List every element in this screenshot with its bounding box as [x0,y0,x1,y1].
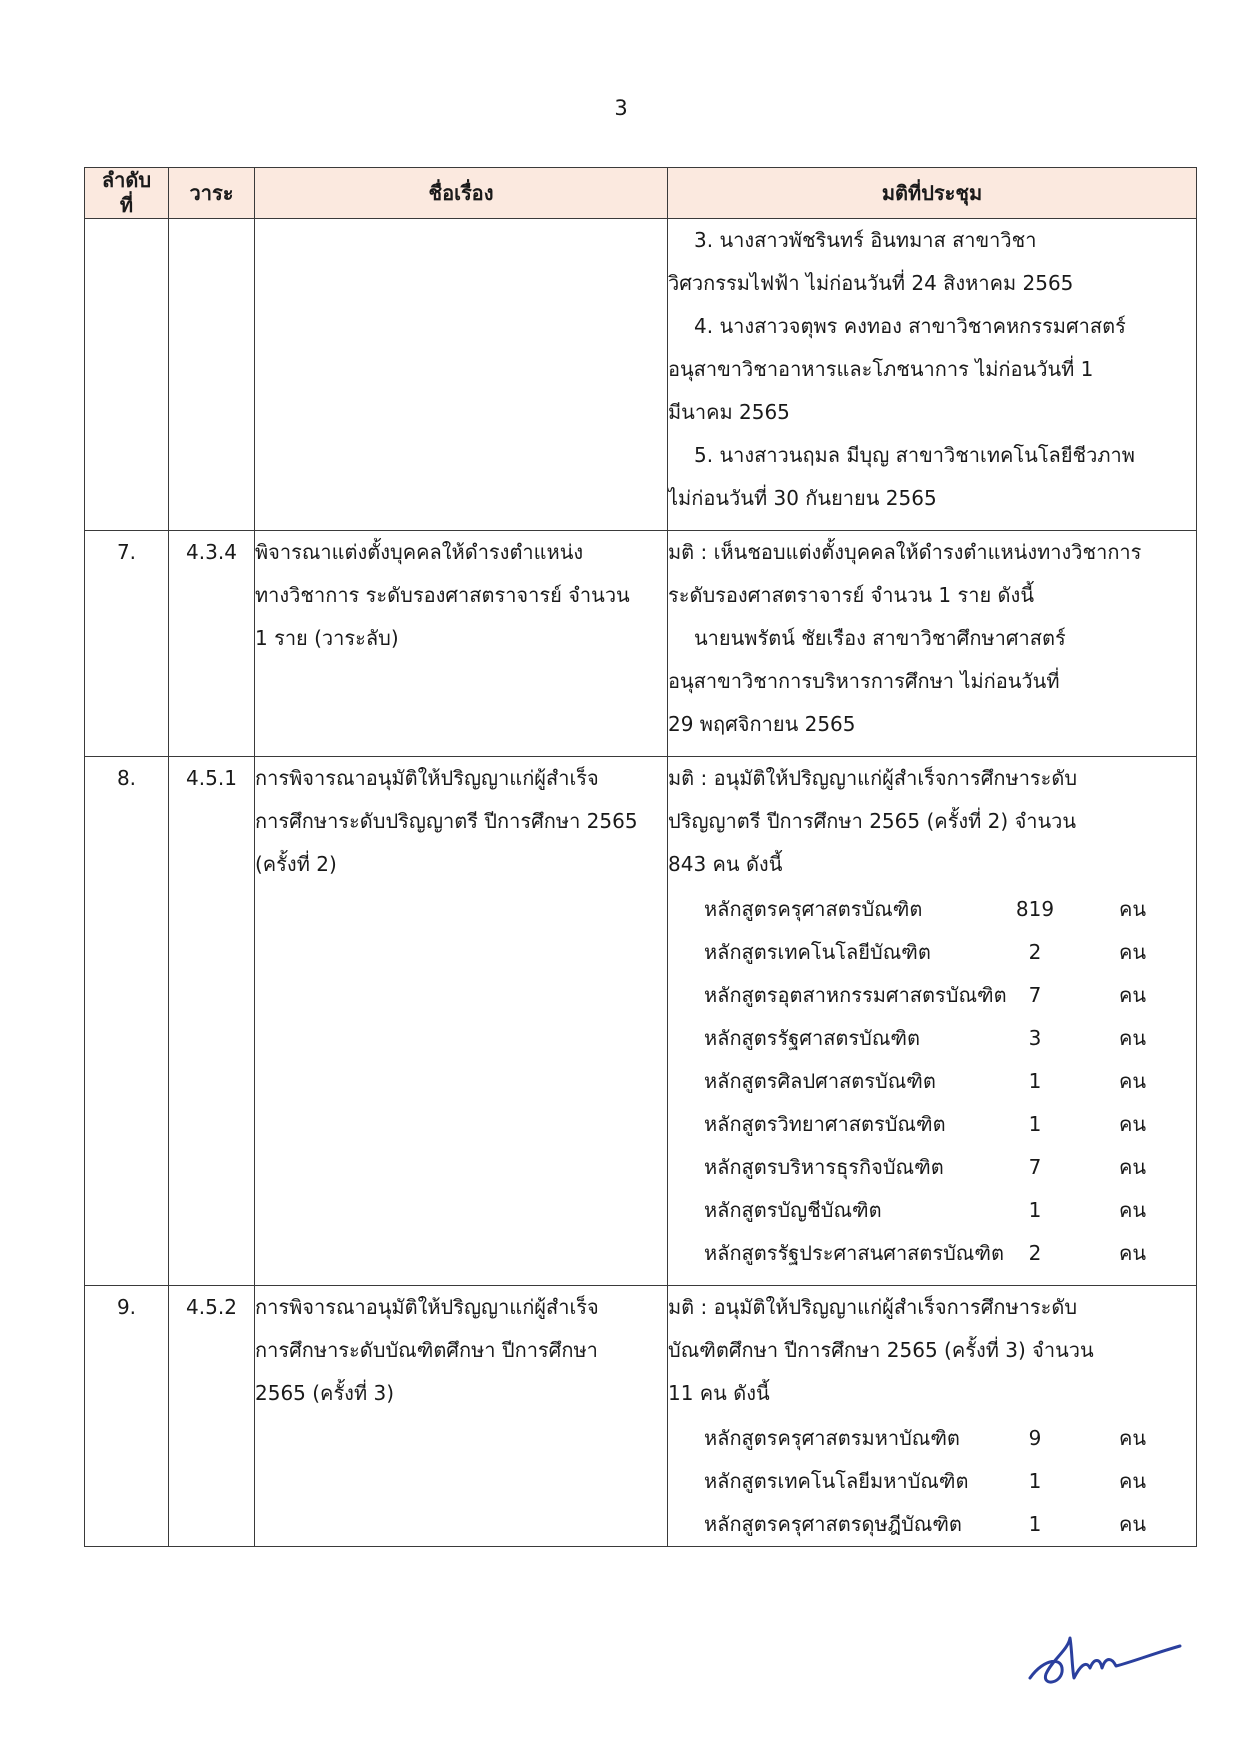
program-name: หลักสูตรวิทยาศาสตรบัณฑิต [704,1112,946,1136]
row-agenda: 4.5.1 [186,766,237,790]
cell-subject [255,531,668,757]
program-name: หลักสูตรอุตสาหกรรมศาสตรบัณฑิต [704,983,1007,1007]
cell-subject [255,219,668,531]
cell-no [85,531,169,757]
resolution-line: อนุสาขาวิชาการบริหารการศึกษา ไม่ก่อนวันที่ [668,669,1060,693]
program-count: 1 [1028,1069,1042,1093]
resolution-line: ปริญญาตรี ปีการศึกษา 2565 (ครั้งที่ 2) จำนวน [668,809,1077,833]
header-agenda: วาระ [169,168,255,219]
program-unit: คน [1118,1112,1146,1136]
resolution-line: 29 พฤศจิกายน 2565 [668,712,856,736]
resolution-line: นายนพรัตน์ ชัยเรือง สาขาวิชาศึกษาศาสตร์ [694,626,1066,650]
row-number: 8. [116,766,137,790]
program-list [668,888,1196,1275]
subject-line: การพิจารณาอนุมัติให้ปริญญาแก่ผู้สำเร็จ [255,766,599,790]
subject-line: การพิจารณาอนุมัติให้ปริญญาแก่ผู้สำเร็จ [255,1295,599,1319]
program-name: หลักสูตรศิลปศาสตรบัณฑิต [704,1069,936,1093]
table-row [85,1286,1197,1547]
cell-agenda [169,757,255,1286]
subject-line: พิจารณาแต่งตั้งบุคคลให้ดำรงตำแหน่ง [255,540,584,564]
program-count: 2 [1028,1241,1042,1265]
program-row [668,1417,1196,1460]
program-unit: คน [1118,1241,1146,1265]
program-row [668,1103,1196,1146]
row-agenda: 4.3.4 [186,540,237,564]
resolution-line: 11 คน ดังนี้ [668,1381,770,1405]
cell-subject [255,1286,668,1547]
resolution-line: มติ : เห็นชอบแต่งตั้งบุคคลให้ดำรงตำแหน่งทางวิชาการ [668,540,1142,564]
cell-no [85,1286,169,1547]
program-unit: คน [1118,897,1146,921]
resolution-line: 4. นางสาวจตุพร คงทอง สาขาวิชาคหกรรมศาสตร์ [694,314,1126,338]
cell-agenda [169,1286,255,1547]
cell-resolution [668,1286,1197,1547]
program-name: หลักสูตรบริหารธุรกิจบัณฑิต [704,1155,944,1179]
subject-line: ทางวิชาการ ระดับรองศาสตราจารย์ จำนวน [255,583,630,607]
cell-resolution [668,219,1197,531]
resolution-line: ไม่ก่อนวันที่ 30 กันยายน 2565 [668,486,937,510]
program-unit: คน [1118,940,1146,964]
resolution-table [84,167,1197,1547]
program-count: 1 [1028,1469,1042,1493]
program-row [668,1232,1196,1275]
program-name: หลักสูตรเทคโนโลยีมหาบัณฑิต [704,1469,969,1493]
program-unit: คน [1118,983,1146,1007]
resolution-line: ระดับรองศาสตราจารย์ จำนวน 1 ราย ดังนี้ [668,583,1034,607]
program-count: 1 [1028,1512,1042,1536]
cell-resolution [668,757,1197,1286]
resolution-line: มีนาคม 2565 [668,400,790,424]
resolution-line: 3. นางสาวพัชรินทร์ อินทมาส สาขาวิชา [694,228,1037,252]
resolution-line: วิศวกรรมไฟฟ้า ไม่ก่อนวันที่ 24 สิงหาคม 2565 [668,271,1074,295]
program-unit: คน [1118,1026,1146,1050]
program-count: 7 [1028,983,1042,1007]
program-row [668,931,1196,974]
subject-line: (ครั้งที่ 2) [255,852,337,876]
header-subject: ชื่อเรื่อง [255,168,668,219]
header-order [85,168,169,219]
row-number: 7. [116,540,137,564]
program-row [668,1146,1196,1189]
program-unit: คน [1118,1155,1146,1179]
program-count: 2 [1028,940,1042,964]
table-row-continuation [85,219,1197,531]
signature-icon [1024,1628,1184,1698]
program-row [668,888,1196,931]
resolution-line: 5. นางสาวนฤมล มีบุญ สาขาวิชาเทคโนโลยีชีวภาพ [694,443,1135,467]
program-count: 3 [1028,1026,1042,1050]
cell-no [85,757,169,1286]
row-number: 9. [116,1295,137,1319]
resolution-line: มติ : อนุมัติให้ปริญญาแก่ผู้สำเร็จการศึกษาระดับ [668,1295,1078,1319]
cell-no [85,219,169,531]
program-name: หลักสูตรเทคโนโลยีบัณฑิต [704,940,931,964]
table-header-row [85,168,1197,219]
header-order-line1: ลำดับ [101,168,152,192]
cell-agenda [169,219,255,531]
program-row [668,974,1196,1017]
program-unit: คน [1118,1426,1146,1450]
subject-line: 1 ราย (วาระลับ) [255,626,399,650]
table-row [85,757,1197,1286]
header-resolution: มติที่ประชุม [668,168,1197,219]
table-row [85,531,1197,757]
program-row [668,1503,1196,1546]
resolution-line: 843 คน ดังนี้ [668,852,783,876]
program-count: 819 [1015,897,1055,921]
program-count: 1 [1028,1198,1042,1222]
program-count: 9 [1028,1426,1042,1450]
resolution-line: มติ : อนุมัติให้ปริญญาแก่ผู้สำเร็จการศึกษาระดับ [668,766,1078,790]
header-order-line2: ที่ [119,193,134,217]
program-list [668,1417,1196,1546]
subject-line: 2565 (ครั้งที่ 3) [255,1381,395,1405]
program-name: หลักสูตรรัฐศาสตรบัณฑิต [704,1026,920,1050]
page-number: 3 [614,96,628,120]
cell-agenda [169,531,255,757]
program-unit: คน [1118,1069,1146,1093]
program-row [668,1460,1196,1503]
program-name: หลักสูตรรัฐประศาสนศาสตรบัณฑิต [704,1241,1004,1265]
program-row [668,1060,1196,1103]
resolution-line: บัณฑิตศึกษา ปีการศึกษา 2565 (ครั้งที่ 3) จำนวน [668,1338,1094,1362]
program-row [668,1189,1196,1232]
program-name: หลักสูตรครุศาสตรดุษฎีบัณฑิต [704,1512,962,1536]
program-count: 1 [1028,1112,1042,1136]
program-unit: คน [1118,1512,1146,1536]
subject-line: การศึกษาระดับบัณฑิตศึกษา ปีการศึกษา [255,1338,598,1362]
subject-line: การศึกษาระดับปริญญาตรี ปีการศึกษา 2565 [255,809,638,833]
program-name: หลักสูตรครุศาสตรบัณฑิต [704,897,923,921]
program-name: หลักสูตรบัญชีบัณฑิต [704,1198,882,1222]
cell-resolution [668,531,1197,757]
program-unit: คน [1118,1198,1146,1222]
program-row [668,1017,1196,1060]
program-count: 7 [1028,1155,1042,1179]
program-unit: คน [1118,1469,1146,1493]
resolution-line: อนุสาขาวิชาอาหารและโภชนาการ ไม่ก่อนวันที่ 1 [668,357,1094,381]
program-name: หลักสูตรครุศาสตรมหาบัณฑิต [704,1426,960,1450]
cell-subject [255,757,668,1286]
row-agenda: 4.5.2 [186,1295,237,1319]
